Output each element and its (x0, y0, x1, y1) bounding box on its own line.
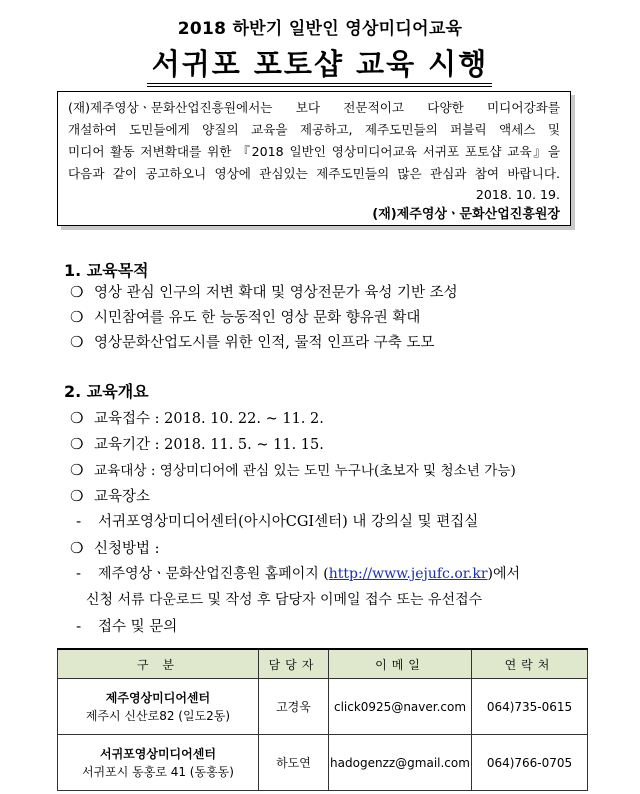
center-name: 서귀포영상미디어센터 (100, 746, 216, 761)
table-row (58, 735, 588, 791)
notice-line: 개설하여 도민들에게 양질의 교육을 제공하고, 제주도민들의 퍼블릭 액세스 및 (68, 122, 560, 137)
dash-bullet: - (76, 566, 82, 582)
email-cell[interactable]: hadogenzz@gmail.com (329, 735, 472, 791)
section-heading-overview: 2. 교육개요 (64, 382, 149, 401)
item-text: 서귀포영상미디어센터(아시아CGI센터) 내 강의실 및 편집실 (98, 514, 479, 530)
list-item-reception (70, 407, 324, 428)
item-text: 접수 및 문의 (98, 619, 178, 635)
list-item (70, 281, 458, 302)
apply-detail (76, 563, 520, 583)
item-text: 교육장소 (94, 489, 151, 505)
list-item-apply (70, 537, 160, 558)
item-text: 교육대상 : 영상미디어에 관심 있는 도민 누구나(초보자 및 청소년 가능) (94, 463, 516, 479)
apply-detail-continued: 신청 서류 다운로드 및 작성 후 담당자 이메일 접수 또는 유선접수 (86, 592, 483, 608)
contacts-table (57, 648, 588, 791)
list-item (70, 331, 434, 352)
notice-line: 미디어 활동 저변확대를 위한 『2018 일반인 영상미디어교육 서귀포 포토샵 교육』을 (68, 144, 560, 159)
page-subtitle: 2018 하반기 일반인 영상미디어교육 (177, 19, 463, 39)
title-underline (147, 83, 492, 87)
item-text: 제주영상ㆍ문화산업진흥원 홈페이지 ( (98, 566, 329, 582)
center-name: 제주영상미디어센터 (105, 690, 211, 705)
circle-bullet-icon: ❍ (70, 487, 84, 505)
item-text: 신청방법 : (94, 541, 160, 557)
circle-bullet-icon: ❍ (70, 409, 84, 427)
list-item-venue (70, 485, 150, 506)
column-header-division: 구 분 (58, 649, 259, 679)
circle-bullet-icon: ❍ (70, 539, 84, 557)
circle-bullet-icon: ❍ (70, 308, 84, 326)
notice-date: 2018. 10. 19. (475, 187, 560, 202)
circle-bullet-icon: ❍ (70, 283, 84, 301)
table-row (58, 679, 588, 735)
person-cell: 하도연 (258, 735, 328, 791)
list-item (70, 306, 420, 327)
section-heading-purpose: 1. 교육목적 (64, 261, 149, 280)
notice-org: (재)제주영상ㆍ문화산업진흥원장 (372, 207, 560, 222)
notice-box (57, 91, 571, 226)
item-text: 시민참여를 유도 한 능동적인 영상 문화 향유권 확대 (94, 310, 421, 326)
column-header-phone: 연락처 (471, 649, 587, 679)
item-text: 교육접수 : 2018. 10. 22. ~ 11. 2. (94, 411, 324, 427)
notice-line: 다음과 같이 공고하오니 영상에 관심있는 제주도민들의 많은 관심과 참여 바랍니다. (68, 166, 560, 181)
person-cell: 고경욱 (258, 679, 328, 735)
item-text: 교육기간 : 2018. 11. 5. ~ 11. 15. (94, 437, 324, 453)
table-header-row (58, 649, 588, 679)
center-cell (58, 679, 259, 735)
list-item-period (70, 433, 324, 454)
phone-cell: 064)766-0705 (471, 735, 587, 791)
item-text: )에서 (487, 566, 521, 582)
circle-bullet-icon: ❍ (70, 333, 84, 351)
homepage-link[interactable]: http://www.jejufc.or.kr (328, 566, 488, 582)
email-cell[interactable]: click0925@naver.com (329, 679, 472, 735)
item-text: 영상 관심 인구의 저변 확대 및 영상전문가 육성 기반 조성 (94, 285, 458, 301)
phone-cell: 064)735-0615 (471, 679, 587, 735)
circle-bullet-icon: ❍ (70, 435, 84, 453)
inquiry-item (76, 615, 177, 636)
dash-bullet: - (76, 619, 82, 635)
page-title: 서귀포 포토샵 교육 시행 (151, 47, 489, 81)
venue-detail (76, 510, 478, 531)
center-address: 서귀포시 동홍로 41 (동홍동) (81, 764, 234, 779)
circle-bullet-icon: ❍ (70, 461, 84, 479)
column-header-person: 담당자 (258, 649, 328, 679)
notice-line: (재)제주영상ㆍ문화산업진흥원에서는 보다 전문적이고 다양한 미디어강좌를 (68, 100, 560, 115)
center-address: 제주시 신산로82 (일도2동) (85, 708, 231, 723)
list-item-target (70, 459, 516, 479)
item-text: 영상문화산업도시를 위한 인적, 물적 인프라 구축 도모 (94, 335, 435, 351)
dash-bullet: - (76, 514, 82, 530)
column-header-email: 이메일 (329, 649, 472, 679)
center-cell (58, 735, 259, 791)
